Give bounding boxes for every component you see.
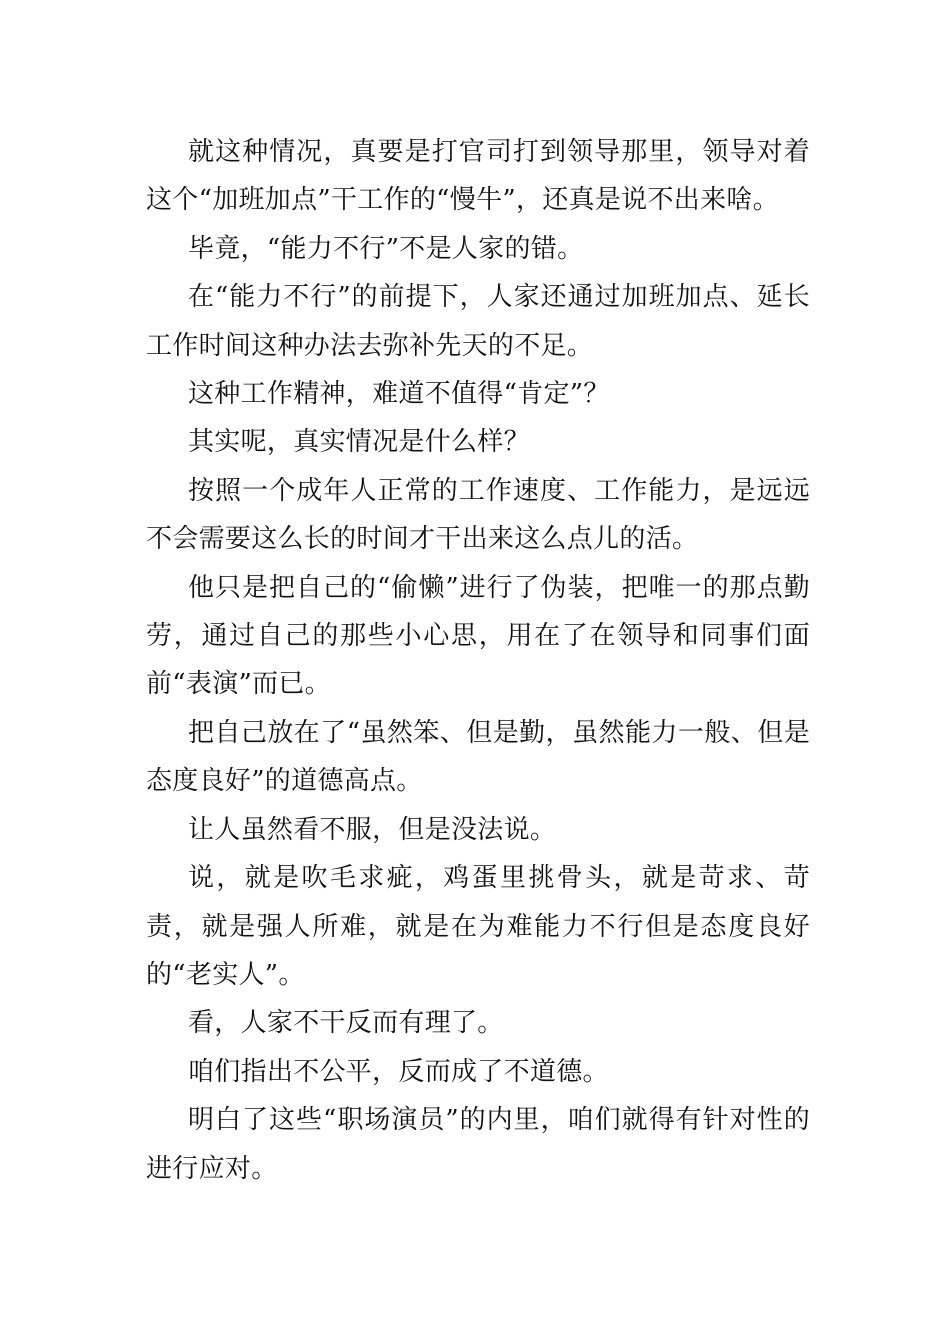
- paragraph: 在“能力不行”的前提下，人家还通过加班加点、延长工作时间这种办法去弥补先天的不足。: [146, 282, 810, 361]
- paragraph: 其实呢，真实情况是什么样？: [188, 427, 530, 458]
- body-text: [146, 128, 810, 1193]
- paragraph: 说，就是吹毛求疵，鸡蛋里挑骨头，就是苛求、苛责，就是强人所难，就是在为难能力不行但是态度良好的“老实人”。: [146, 863, 810, 990]
- paragraph: 这种工作精神，难道不值得“肯定”？: [188, 379, 610, 410]
- paragraph: 他只是把自己的“偷懒”进行了伪装，把唯一的那点勤劳，通过自己的那些小心思，用在了在领导和同事们面前“表演”而已。: [146, 572, 810, 700]
- paragraph: 就这种情况，真要是打官司打到领导那里，领导对着这个“加班加点”干工作的“慢牛”，还真是说不出来啥。: [146, 137, 810, 216]
- paragraph: 咱们指出不公平，反而成了不道德。: [188, 1056, 609, 1087]
- paragraph: 按照一个成年人正常的工作速度、工作能力，是远远不会需要这么长的时间才干出来这么点儿的活。: [146, 475, 810, 555]
- paragraph: 毕竟，“能力不行”不是人家的错。: [188, 233, 584, 264]
- paragraph: 让人虽然看不服，但是没法说。: [188, 814, 557, 845]
- paragraph: 明白了这些“职场演员”的内里，咱们就得有针对性的进行应对。: [146, 1105, 810, 1184]
- paragraph: 把自己放在了“虽然笨、但是勤，虽然能力一般、但是态度良好”的道德高点。: [146, 717, 810, 797]
- paragraph: 看，人家不干反而有理了。: [188, 1008, 504, 1039]
